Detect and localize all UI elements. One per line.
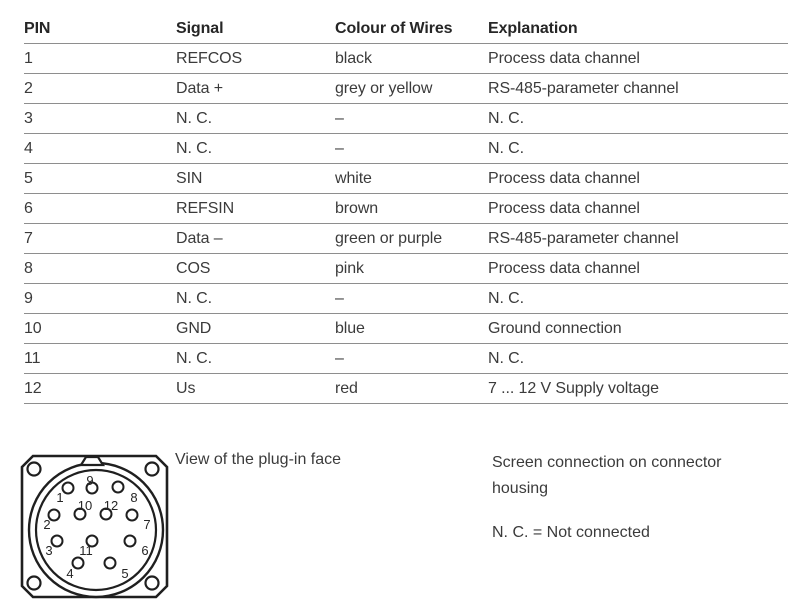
cell-explanation: 7 ... 12 V Supply voltage [488, 380, 659, 397]
pin-hole-3 [52, 536, 63, 547]
cell-signal: COS [176, 260, 211, 277]
cell-colour: – [335, 140, 344, 157]
cell-signal: Us [176, 380, 196, 397]
cell-pin: 9 [24, 290, 33, 307]
keying-notch [81, 457, 103, 465]
pin-label-9: 9 [86, 473, 94, 488]
connector-diagram [20, 454, 171, 600]
cell-explanation: Process data channel [488, 170, 640, 187]
pin-hole-1 [63, 483, 74, 494]
cell-explanation: Process data channel [488, 260, 640, 277]
cell-signal: N. C. [176, 110, 212, 127]
table-row [24, 44, 788, 74]
table-row [24, 104, 788, 134]
mounting-hole [146, 577, 159, 590]
pin-label-3: 3 [45, 543, 53, 558]
cell-signal: Data + [176, 80, 223, 97]
table-row [24, 194, 788, 224]
pin-hole-5 [105, 558, 116, 569]
cell-signal: Data – [176, 230, 223, 247]
table-row [24, 344, 788, 374]
table-row [24, 134, 788, 164]
table-row [24, 224, 788, 254]
pin-hole-4 [73, 558, 84, 569]
pin-hole-6 [125, 536, 136, 547]
cell-pin: 7 [24, 230, 33, 247]
pin-label-4: 4 [66, 566, 74, 581]
nc-definition-note: N. C. = Not connected [492, 524, 650, 541]
cell-explanation: Ground connection [488, 320, 622, 337]
cell-signal: N. C. [176, 140, 212, 157]
cell-colour: white [335, 170, 372, 187]
cell-explanation: RS-485-parameter channel [488, 80, 679, 97]
cell-signal: REFSIN [176, 200, 235, 217]
cell-explanation: RS-485-parameter channel [488, 230, 679, 247]
cell-colour: red [335, 380, 358, 397]
cell-pin: 8 [24, 260, 33, 277]
cell-colour: – [335, 110, 344, 127]
table-row [24, 164, 788, 194]
cell-pin: 2 [24, 80, 33, 97]
pin-label-11: 11 [79, 543, 93, 558]
cell-explanation: N. C. [488, 290, 524, 307]
col-header-colour: Colour of Wires [335, 20, 453, 37]
notes [492, 450, 764, 546]
cell-pin: 11 [24, 350, 41, 367]
pin-label-6: 6 [141, 543, 149, 558]
cell-explanation: Process data channel [488, 200, 640, 217]
cell-explanation: Process data channel [488, 50, 640, 67]
pin-hole-7 [127, 510, 138, 521]
diagram-caption: View of the plug-in face [175, 451, 342, 468]
screen-connection-note: Screen connection on connector housing [492, 454, 722, 497]
col-header-signal: Signal [176, 20, 224, 37]
table-header-row [24, 15, 788, 44]
cell-pin: 3 [24, 110, 33, 127]
cell-signal: GND [176, 320, 212, 337]
cell-colour: grey or yellow [335, 80, 433, 97]
col-header-explanation: Explanation [488, 20, 578, 37]
cell-pin: 1 [24, 50, 33, 67]
cell-colour: blue [335, 320, 365, 337]
cell-pin: 12 [24, 380, 42, 397]
cell-explanation: N. C. [488, 110, 524, 127]
pin-label-10: 10 [77, 498, 93, 513]
pin-label-2: 2 [43, 517, 51, 532]
cell-colour: – [335, 290, 344, 307]
pin-hole-8 [113, 482, 124, 493]
table-row [24, 374, 788, 404]
cell-signal: N. C. [176, 290, 212, 307]
table-row [24, 74, 788, 104]
pin-label-1: 1 [56, 490, 64, 505]
table-row [24, 314, 788, 344]
mounting-hole [28, 577, 41, 590]
cell-pin: 4 [24, 140, 33, 157]
pin-label-7: 7 [143, 517, 151, 532]
cell-pin: 10 [24, 320, 42, 337]
cell-signal: N. C. [176, 350, 212, 367]
mounting-hole [146, 463, 159, 476]
cell-colour: green or purple [335, 230, 443, 247]
cell-signal: SIN [176, 170, 203, 187]
cell-signal: REFCOS [176, 50, 243, 67]
table-body [24, 44, 788, 404]
cell-explanation: N. C. [488, 140, 524, 157]
pin-assignment-table [24, 15, 788, 404]
pin-label-12: 12 [103, 498, 119, 513]
cell-colour: black [335, 50, 372, 67]
cell-explanation: N. C. [488, 350, 524, 367]
mounting-hole [28, 463, 41, 476]
table-row [24, 284, 788, 314]
table-row [24, 254, 788, 284]
pin-label-8: 8 [130, 490, 138, 505]
cell-pin: 6 [24, 200, 33, 217]
cell-colour: brown [335, 200, 379, 217]
cell-colour: – [335, 350, 344, 367]
cell-pin: 5 [24, 170, 33, 187]
col-header-pin: PIN [24, 20, 51, 37]
pin-label-5: 5 [121, 566, 129, 581]
cell-colour: pink [335, 260, 364, 277]
